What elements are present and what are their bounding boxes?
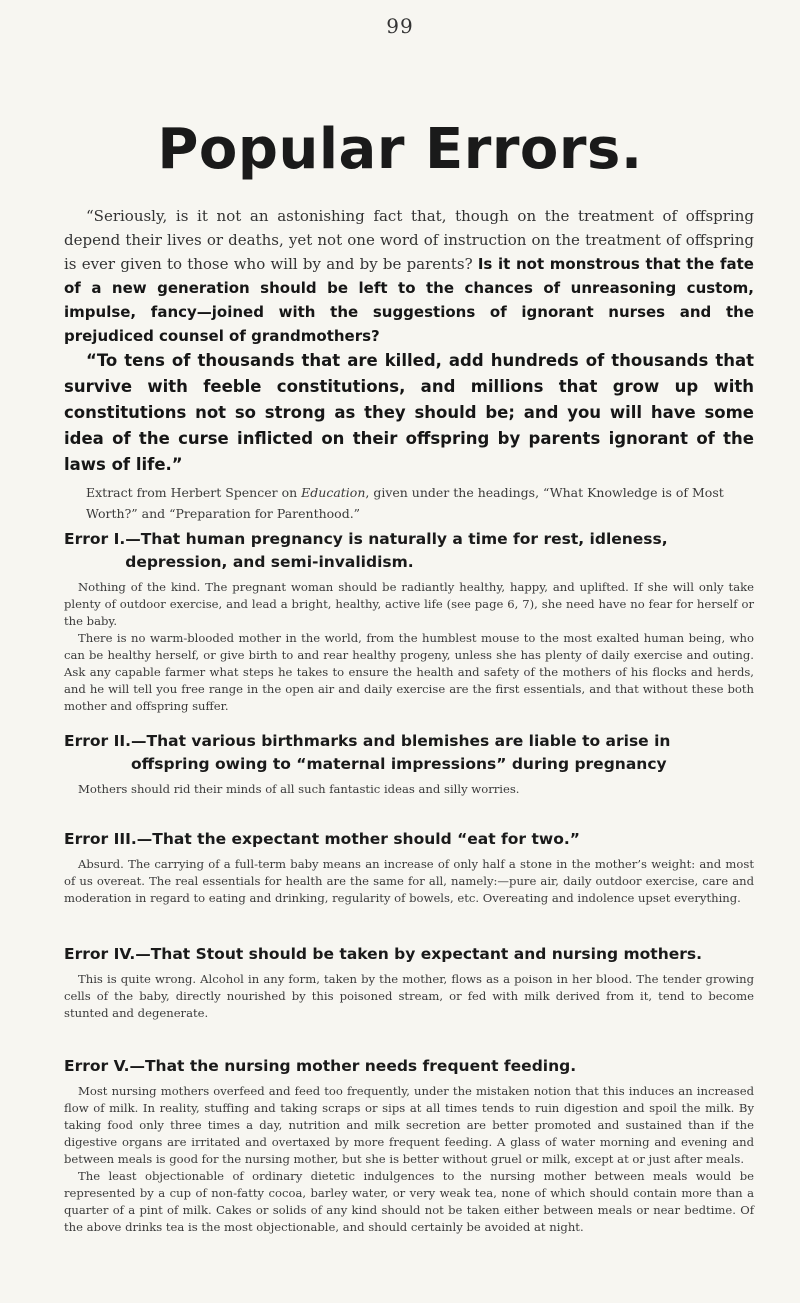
error-paragraph: The least objectionable of ordinary dietetic indulgences to the nursing mother between meals would be represented by a cup of non-fatty cocoa, barley water, or very weak tea, none of which should contain more than a quarter of a pint of milk. Cakes or solids of any kind should not be taken either between meals or near bedtime. Of the above drinks tea is the most objectionable, and should certainly be avoided at night. <box>64 1169 754 1234</box>
error-title: —That the nursing mother needs frequent feeding. <box>129 1057 577 1075</box>
extract-attribution <box>64 482 754 524</box>
error-4 <box>64 943 754 1022</box>
error-numeral: III. <box>113 830 137 848</box>
error-numeral: II. <box>113 732 132 750</box>
extract-source-title: Education <box>301 485 366 500</box>
error-numeral: V. <box>113 1057 130 1075</box>
error-5 <box>64 1055 754 1236</box>
quote-bold-text: Is it not monstrous that the fate of a new generation should be left to the chances of unreasoning custom, impulse, fancy—joined with the suggestions of ignorant nurses and the prejudiced counsel of grandmothers? <box>64 255 754 345</box>
error-label: Error V. <box>64 1057 130 1075</box>
error-paragraph: There is no warm-blooded mother in the world, from the humblest mouse to the most exalted human being, who can be healthy herself, or give birth to and rear healthy progeny, unless she has plenty of daily exercise and outing. Ask any capable farmer what steps he takes to ensure the health and safety of the mothers of his flocks and herds, and he will tell you free range in the open air and daily exercise are the first essentials, and that without these both mother and offspring suffer. <box>64 631 754 713</box>
error-1 <box>64 528 754 715</box>
error-label: Error IV. <box>64 945 136 963</box>
quote-paragraph-1 <box>64 204 754 348</box>
error-title: —That human pregnancy is naturally a time for rest, idleness, depression, and semi-invalidism. <box>125 530 668 571</box>
error-paragraph: Nothing of the kind. The pregnant woman should be radiantly healthy, happy, and uplifted. If she will only take plenty of outdoor exercise, and lead a bright, healthy, active life (see page 6, 7), she need have no fear for herself or the baby. <box>64 580 754 628</box>
error-heading <box>64 730 754 776</box>
error-label: Error III. <box>64 830 137 848</box>
error-body <box>64 856 754 907</box>
error-body <box>64 1083 754 1236</box>
error-body <box>64 971 754 1022</box>
quote-plain-text: “Seriously, is it not an astonishing fact that, though on the treatment of offspring depend their lives or deaths, yet not one word of instruction on the treatment of offspring is ever given to those who will by and by be parents? <box>64 207 754 273</box>
error-label: Error I. <box>64 530 126 548</box>
error-paragraph: Mothers should rid their minds of all such fantastic ideas and silly worries. <box>78 782 520 796</box>
extract-prefix: Extract from Herbert Spencer on <box>86 485 302 500</box>
extract-suffix: , given under the headings, “What Knowledge is of Most Worth?” and “Preparation for Parenthood.” <box>86 485 724 521</box>
error-heading <box>64 943 754 966</box>
error-body <box>64 579 754 715</box>
error-2 <box>64 730 754 798</box>
page-number: 99 <box>386 14 414 38</box>
page-title: Popular Errors. <box>157 117 643 182</box>
error-title: —That the expectant mother should “eat for two.” <box>136 830 580 848</box>
error-numeral: IV. <box>113 945 136 963</box>
error-body <box>64 781 754 798</box>
error-paragraph: Absurd. The carrying of a full-term baby means an increase of only half a stone in the mother’s weight: and most of us overeat. The real essentials for health are the same for all, namely:—pure air, daily outdoor exercise, care and moderation in regard to eating and drinking, regularity of bowels, etc. Overeating and indolence upset everything. <box>64 857 754 905</box>
error-heading <box>64 828 754 851</box>
error-label: Error II. <box>64 732 132 750</box>
error-paragraph: Most nursing mothers overfeed and feed too frequently, under the mistaken notion that this induces an increased flow of milk. In reality, stuffing and taking scraps or sips at all times tends to ruin digestion and spoil the milk. By taking food only three times a day, nutrition and milk secretion are better promoted and sustained than if the digestive organs are irritated and overtaxed by more frequent feeding. A glass of water morning and evening and between meals is good for the nursing mother, but she is better without gruel or milk, except at or just after meals. <box>64 1084 754 1166</box>
error-title: —That Stout should be taken by expectant and nursing mothers. <box>135 945 703 963</box>
intro-quotation <box>64 204 754 524</box>
quote-paragraph-2: “To tens of thousands that are killed, add hundreds of thousands that survive with feeble constitutions, and millions that grow up with constitutions not so strong as they should be; and you will have some idea of the curse inflicted on their offspring by parents ignorant of the laws of life.” <box>64 351 754 474</box>
error-3 <box>64 828 754 907</box>
error-paragraph: This is quite wrong. Alcohol in any form, taken by the mother, flows as a poison in her blood. The tender growing cells of the baby, directly nourished by this poisoned stream, or fed with milk derived from it, tend to become stunted and degenerate. <box>64 972 754 1020</box>
error-title: —That various birthmarks and blemishes are liable to arise in offspring owing to “maternal impressions” during pregnancy <box>131 732 671 773</box>
error-heading <box>64 528 754 574</box>
error-heading <box>64 1055 754 1078</box>
error-numeral: I. <box>113 530 126 548</box>
